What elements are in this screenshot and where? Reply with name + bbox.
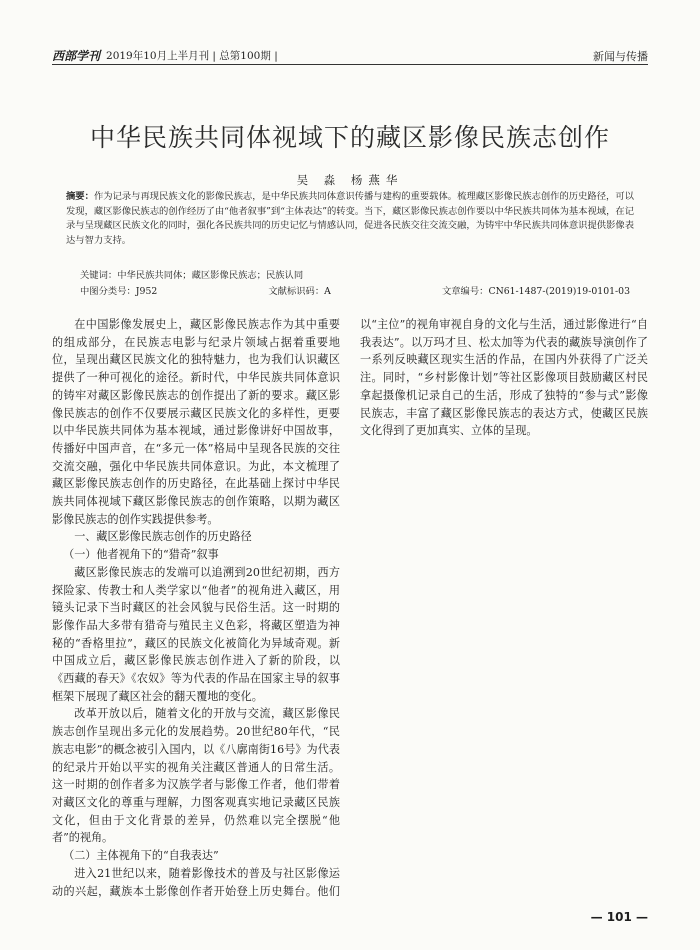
keywords-label: 关键词：: [80, 270, 118, 281]
body-paragraph: 改革开放以后，随着文化的开放与交流，藏区影像民族志创作呈现出多元化的发展趋势。20世纪80年代，“民族志电影”的概念被引入国内，以《八廓南街16号》为代表的纪录片开始以平实的视角关注藏区普通人的日常生活。这一时期的创作者多为汉族学者与影像工作者，他们带着对藏区文化的尊重与理解，力图客观真实地记录藏区民族文化，但由于文化背景的差异，仍然难以完全摆脱“他者”的视角。: [52, 707, 340, 845]
subsection-heading: （二）主体视角下的“自我表达”: [63, 849, 219, 863]
issue-info: 2019年10月上半月刊 | 总第100期 |: [106, 50, 278, 62]
running-header: [52, 44, 648, 65]
page-number: — 101 —: [590, 910, 648, 924]
keywords-text: 中华民族共同体；藏区影像民族志；民族认同: [117, 270, 304, 281]
doc-label: 文献标识码：: [268, 286, 325, 297]
clc-number: [80, 283, 157, 297]
body-paragraph: 在中国影像发展史上，藏区影像民族志作为其中重要的组成部分，在民族志电影与纪录片领域占据着重要地位，呈现出藏区民族文化的独特魅力，也为我们认识藏区提供了一种可视化的途径。新时代，中华民族共同体意识的铸牢对藏区影像民族志的创作提出了新的要求。藏区影像民族志的创作不仅要展示藏区民族文化的多样性，更要以中华民族共同体为基本视域，通过影像讲好中国故事，传播好中国声音，在“多元一体”格局中呈现各民族的交往交流交融，强化中华民族共同体意识。为此，本文梳理了藏区影像民族志创作的历史路径，在此基础上探讨中华民族共同体视域下藏区影像民族志的创作策略，以期为藏区影像民族志的创作实践提供参考。: [52, 318, 340, 526]
abstract: [66, 190, 634, 248]
section-heading: 一、藏区影像民族志创作的历史路径: [74, 530, 252, 544]
body-paragraph: 进入21世纪以来，随着影像技术的普及与社区影像运动的兴起，藏族本土影像创作者开始登上历史舞台。他们以“主位”的视角审视自身的文化与生活，通过影像进行“自我表达”。以万玛才旦、松太加等为代表的藏族导演创作了一系列反映藏区现实生活的作品，在国内外获得了广泛关注。同时，“乡村影像计划”等社区影像项目鼓励藏区村民拿起摄像机记录自己的生活，形成了独特的“参与式”影像民族志，丰富了藏区影像民族志的表达方式，使藏区民族文化得到了更加真实、立体的呈现。: [52, 318, 648, 898]
doc-code: [268, 283, 331, 297]
body-paragraph: 藏区影像民族志的发端可以追溯到20世纪初期，西方探险家、传教士和人类学家以“他者”的视角进入藏区，用镜头记录下当时藏区的社会风貌与民俗生活。这一时期的影像作品大多带有猎奇与殖民主义色彩，将藏区塑造为神秘的“香格里拉”，藏区的民族文化被简化为异域奇观。新中国成立后，藏区影像民族志创作进入了新的阶段，以《西藏的春天》《农奴》等为代表的作品在国家主导的叙事框架下展现了藏区社会的翻天覆地的变化。: [52, 565, 340, 703]
journal-logo: 西部学刊: [52, 49, 101, 63]
clc-label: 中图分类号：: [80, 286, 136, 297]
article-meta: [80, 283, 630, 297]
section-name: 新闻与传播: [593, 50, 648, 63]
article-body: [52, 316, 648, 901]
keywords: [80, 267, 303, 281]
abstract-text: 作为记录与再现民族文化的影像民族志，是中华民族共同体意识传播与建构的重要载体。梳理藏区影像民族志创作的历史路径，可以发现，藏区影像民族志的创作经历了由“他者叙事”到“主体表达”的转变。当下，藏区影像民族志创作要以中华民族共同体为基本视域，在记录与呈现藏区民族文化的同时，强化各民族共同的历史记忆与情感认同，促进各民族交往交流交融，为铸牢中华民族共同体意识提供影像表达与智力支持。: [66, 191, 634, 246]
article-title: 中华民族共同体视域下的藏区影像民族志创作: [89, 123, 610, 152]
abstract-label: 摘要：: [66, 191, 94, 202]
doc-value: A: [324, 286, 331, 297]
article-label: 文章编号：: [441, 286, 489, 297]
authors: 吴 淼 杨燕华: [296, 173, 404, 187]
journal-info: [52, 47, 278, 64]
subsection-heading: （一）他者视角下的“猎奇”叙事: [63, 548, 219, 562]
clc-value: J952: [135, 286, 158, 297]
article-value: CN61-1487-(2019)19-0101-03: [488, 286, 630, 297]
article-number: [442, 283, 630, 297]
